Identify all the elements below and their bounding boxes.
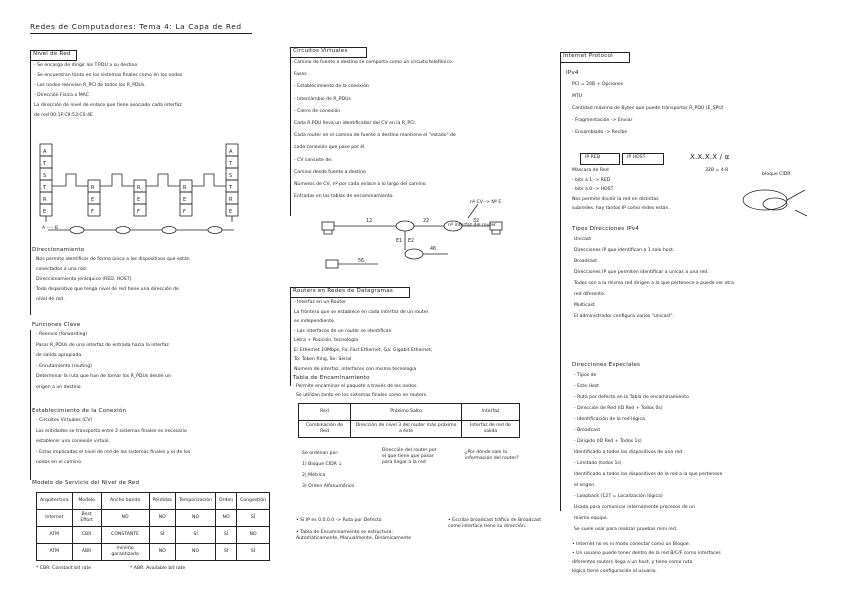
svg-text:T: T [43, 185, 47, 191]
svg-text:E: E [43, 209, 47, 215]
text-line: - Enrutamiento (routing) [36, 363, 92, 369]
text-line: red diferente. [574, 292, 606, 297]
text-line: de red 00:1F:C9:53:C0:4E [34, 113, 93, 118]
text-line: Fases [294, 72, 307, 78]
text-line: Identificado a todos los dispositivos de la red a la que pertenece [574, 472, 723, 477]
svg-text:22: 22 [423, 219, 430, 224]
text-line: - CV consiste de: [294, 157, 333, 163]
text-line: To: Token Ring, Se: Serial [294, 357, 352, 362]
ip-bracket [560, 61, 561, 511]
subnet-diagram [735, 180, 815, 225]
protocol-stack-diagram [36, 140, 276, 250]
text-line: - Identificación de la red lógica. [574, 417, 647, 422]
table-header-row [299, 404, 520, 421]
text-line: Determinar la ruta que han de tomar los R_PDUs desde un [36, 374, 171, 379]
table-cell: NO [101, 510, 149, 527]
table-cell: Red [299, 404, 351, 421]
criterios-title: Se ordenan por: [302, 451, 339, 456]
table-cell: SÍ [237, 510, 270, 527]
bloque-cidr-label: bloque CIDR [762, 172, 791, 177]
ip-host-label: IP HOST [627, 155, 646, 160]
text-line: 3) Orden Alfanumérico [302, 484, 355, 489]
text-line: es independiente. [294, 319, 336, 324]
text-line: Pasar R_PDUs de una interfaz de entrada hacia la interfaz [36, 342, 169, 348]
direccionamiento-bracket [30, 255, 31, 315]
text-line: Broadcast [574, 259, 598, 264]
ip-format: X.X.X.X / α [690, 153, 730, 161]
diagram-caption: A ---- B [42, 226, 58, 231]
svg-text:E2: E2 [408, 239, 415, 244]
text-line: subredes, hay tantos IP como redes están. [572, 206, 670, 211]
table-cell: Orden [216, 493, 237, 510]
text-line: - Loopback (127 = Localización lógica) [574, 494, 663, 499]
circuitos-bracket [290, 56, 291, 216]
text-line: - Fragmentación -> Enviar [572, 118, 633, 123]
table-row [37, 527, 270, 544]
text-line: Entradas en las tablas de encaminamiento. [294, 194, 394, 200]
text-line: - Dirección de Red (ID Red + Todos 0s) [574, 406, 663, 411]
text-line: - Este Host [574, 384, 599, 389]
svg-text:R: R [91, 185, 95, 191]
text-line: Direcciones IP que identifican a 1 solo host. [574, 248, 675, 253]
especiales-heading: Direcciones Especiales [572, 362, 641, 368]
table-row [37, 544, 270, 561]
virtual-circuit-diagram [318, 212, 528, 282]
text-line: - Se encuentran tanto en los sistemas finales como en los nodos [34, 73, 183, 78]
text-line: - Intercambio de R_PDUs [294, 96, 351, 102]
svg-text:E: E [91, 197, 95, 203]
text-line: - Interfaz en un Router [294, 300, 346, 305]
text-line: Cada R.PDU lleva un identificador del CV en la R_PCI. [294, 121, 417, 126]
establecimiento-heading: Establecimiento de la Conexión [32, 408, 127, 414]
table-cell: ATM [37, 544, 73, 561]
text-line: diferentes routers llega a un host, y tiene como ruta [572, 560, 693, 565]
text-line: • Un usuario puede tener dentro de la red B/C/F como interfaces [572, 551, 721, 556]
cv-label: nº CV -> Nº E [470, 200, 502, 205]
direccion-note: Dirección del router por el que tiene que pasar para llegar a la red [382, 448, 437, 466]
text-line: - Ensamblado -> Recibe [572, 130, 628, 135]
text-line: - bits a 0 -> HOST [572, 187, 614, 192]
svg-text:32: 32 [473, 219, 480, 224]
text-line: Letra + Posición, tecnología [294, 338, 359, 343]
text-line: 2) Métrica [302, 473, 326, 478]
svg-text:S: S [229, 173, 233, 179]
svg-text:R: R [229, 197, 233, 203]
table-cell: Dirección de nivel 3 del router más próximo a éste [351, 421, 462, 438]
svg-text:F: F [91, 209, 94, 215]
table-cell: NO [176, 510, 216, 527]
table-cell: SÍ [149, 527, 176, 544]
text-line: - Los nodos reenvían R_PCI de todos los R_PDUs. [34, 83, 146, 88]
broadcast-note: • Escribe broadcast tráfico de Broadcast como interface tiene su dirección. [448, 518, 542, 530]
text-line: - Circuitos Virtuales (CV) [36, 418, 93, 423]
text-line: origen a un destino. [36, 384, 82, 390]
text-line: Usada para comunicar internamente procesos de un [574, 505, 695, 510]
page-title: Redes de Computadores: Tema 4: La Capa de Red [30, 22, 242, 31]
table-row [299, 421, 520, 438]
text-line: - Cierre de conexión [294, 108, 341, 114]
table-cell: Pérdidas [149, 493, 176, 510]
svg-text:R: R [183, 185, 187, 191]
text-line: cada conexión que pase por él. [294, 145, 366, 151]
text-line: - Establecimiento de la conexión [294, 84, 369, 90]
ip-bits: 32B = 4·8 [705, 168, 729, 173]
svg-text:R: R [137, 185, 141, 191]
cv-note: nº interfaz del router [448, 223, 497, 228]
funciones-heading: Funciones Clave [32, 322, 81, 328]
default-route-note: • Si IP es 0.0.0.0 -> Ruta por Defecto [296, 518, 382, 523]
text-line: Nos permite identificar de forma única a los dispositivos que están [36, 257, 190, 262]
table-cell: SÍ [176, 527, 216, 544]
tabla-types-note: • Tabla de Encaminamiento se estructura: Automáticamente, Manualmente, Dinámicamente [296, 530, 412, 542]
table-cell: ABR [72, 544, 101, 561]
direccionamiento-heading: Direccionamiento [32, 247, 85, 253]
routers-bracket [290, 296, 291, 386]
svg-text:R: R [43, 197, 47, 203]
text-line: • Internet no es ni modo conectar como un Bloque. [572, 542, 691, 547]
text-line: - Broadcast [574, 428, 601, 433]
circuitos-heading: Circuitos Virtuales [293, 48, 348, 54]
footnote-cbr: * CBR: Constant bit rate [36, 566, 92, 571]
text-line: Camino de fuente a destino se comporta como un circuito telefónico. [294, 60, 454, 65]
table-cell: NO [149, 510, 176, 527]
text-line: Unicast [574, 237, 592, 242]
table-cell: NO [216, 510, 237, 527]
text-line: Direccionamiento jerárquico (RED. HOST) [36, 277, 132, 282]
text-line: lógica tiene configuración el usuario. [572, 569, 657, 574]
text-line: - Se encarga de dirigir los T.PDU a su destino [34, 63, 138, 68]
text-line: el origen. [574, 483, 596, 488]
ipv4-label: IPv4 [566, 70, 579, 76]
nivel-red-bracket [30, 59, 31, 259]
text-line: - Dirección Física o MAC [34, 93, 89, 98]
text-line: Permite encaminar el paquete a través de los nodos. [296, 384, 418, 389]
text-line: nivel de red. [36, 297, 65, 302]
text-line: Todos son a la misma red dirigen a lo que pertenece a puede ser otra [574, 281, 734, 286]
table-cell: Internet [37, 510, 73, 527]
text-line: Direcciones IP que permiten identificar a unicas a una red. [574, 270, 709, 275]
text-line: El administrador configura varios "unicast". [574, 314, 675, 319]
svg-text:E: E [137, 197, 141, 203]
table-cell: Interfaz de red de salida [462, 421, 520, 438]
text-line: - Tipos de [574, 373, 597, 378]
table-cell: Combinación de Red [299, 421, 351, 438]
text-line: Números de CV, nº por cada enlace a lo largo del camino. [294, 182, 427, 187]
text-line: Multicast [574, 303, 595, 308]
title-underline [30, 33, 252, 34]
table-cell: CBR [72, 527, 101, 544]
table-cell: SÍ [216, 544, 237, 561]
table-cell: SÍ [237, 544, 270, 561]
table-cell: SÍ [216, 527, 237, 544]
text-line: Camino desde fuente a destino [294, 169, 366, 175]
svg-text:E: E [183, 197, 187, 203]
text-line: Máscara de Red [572, 168, 609, 173]
text-line: La dirección de nivel de enlace que tiene asociado cada interfaz [34, 103, 182, 108]
service-model-table [36, 492, 270, 561]
svg-text:E1: E1 [396, 239, 403, 244]
text-line: - Ruta por defecto en la Tabla de encaminamiento [574, 395, 689, 400]
text-line: 1) Bloque CIDR ↓ [302, 462, 343, 467]
text-line: - Dirigido (ID Red + Todos 1s) [574, 439, 642, 444]
svg-text:T: T [229, 161, 233, 167]
text-line: E: Ethernet 10Mbps, Fa: Fast Ethernet, Ga: Gigabit Ethernet, [294, 347, 433, 353]
table-cell: Ancho banda [101, 493, 149, 510]
pregunta-note: ¿Por dónde sale la información del router? [465, 450, 519, 462]
funciones-bracket [30, 330, 31, 480]
text-line: - Reenvío (forwarding) [36, 332, 88, 337]
table-cell: ATM [37, 527, 73, 544]
text-line: - Estas implicadas el nivel de red de los sistemas finales y el de los [36, 449, 191, 455]
table-cell: Temporización [176, 493, 216, 510]
svg-text:S: S [43, 173, 47, 179]
table-cell: NO [237, 527, 270, 544]
ip-heading: Internet Protocol [563, 53, 613, 59]
text-line: - Las interfaces de un router se identifican [294, 328, 392, 334]
text-line: Nos permite dividir la red en distintas [572, 196, 659, 202]
svg-text:E: E [229, 209, 233, 215]
table-cell: Congestión [237, 493, 270, 510]
text-line: - bits a 1 -> RED [572, 177, 611, 183]
text-line: MTU [572, 94, 583, 99]
text-line: conectados a una red. [36, 267, 88, 272]
text-line: Los entidades se transporta entre 2 sistemas finales es necesario [36, 428, 187, 434]
routers-heading: Routers en Redes de Datagramas [293, 288, 393, 294]
text-line: Identificado a todos los dispositivos de una red [574, 450, 683, 455]
nivel-red-heading: Nivel de Red [33, 51, 71, 57]
svg-text:T: T [43, 161, 47, 167]
tabla-heading: Tabla de Encaminamiento [293, 375, 370, 381]
table-cell: mínimo garantizado [101, 544, 149, 561]
text-line: Cantidad máxima de Bytes que puede transportar R_PDU (E_SPU) [572, 106, 724, 111]
text-line: Número de interfaz, interfaces con misma tecnología [294, 366, 417, 372]
text-line: La frontera que se establece en cada interfaz de un router [294, 309, 429, 315]
svg-text:12: 12 [366, 219, 373, 224]
table-cell: CONSTANTE [101, 527, 149, 544]
tipos-heading: Tipos Direcciones IPv4 [572, 226, 640, 232]
text-line: Se utilizan tanto en los sistemas finales como en routers. [296, 392, 428, 398]
text-line: Todo dispositivo que tenga nivel de red tiene una dirección de [36, 287, 179, 292]
text-line: establecer una conexión virtual. [36, 439, 110, 444]
routing-table [298, 403, 520, 438]
svg-text:46: 46 [430, 247, 437, 252]
table-cell: Arquitectura [37, 493, 73, 510]
table-cell: Best Effort [72, 510, 101, 527]
text-line: - Limitado (todos 1s) [574, 461, 622, 466]
footnote-abr: * ABR: Available bit rate [130, 566, 186, 571]
table-cell: Próximo Salto [351, 404, 462, 421]
table-cell: NO [149, 544, 176, 561]
svg-text:F: F [137, 209, 140, 215]
table-row [37, 510, 270, 527]
table-cell: NO [176, 544, 216, 561]
svg-text:F: F [183, 209, 186, 215]
text-line: Cada router en el camino de fuente a destino mantiene el "estado" de [294, 133, 456, 139]
text-line: mismo equipo. [574, 516, 608, 521]
text-line: PCI = 20B + Opciones [572, 82, 624, 87]
svg-text:56: 56 [358, 259, 365, 264]
table-cell: Modelo [72, 493, 101, 510]
modelo-heading: Modelo de Servicio del Nivel de Red [32, 480, 140, 486]
text-line: de salida apropiada. [36, 353, 83, 358]
svg-text:A: A [229, 149, 233, 155]
text-line: Se suele usar para realizar pruebas mini red. [574, 527, 678, 532]
svg-text:A: A [43, 149, 47, 155]
svg-text:T: T [229, 185, 233, 191]
ip-red-label: IP RED [585, 155, 601, 160]
text-line: nodos en el camino. [36, 460, 83, 465]
table-cell: Interfaz [462, 404, 520, 421]
table-header-row [37, 493, 270, 510]
